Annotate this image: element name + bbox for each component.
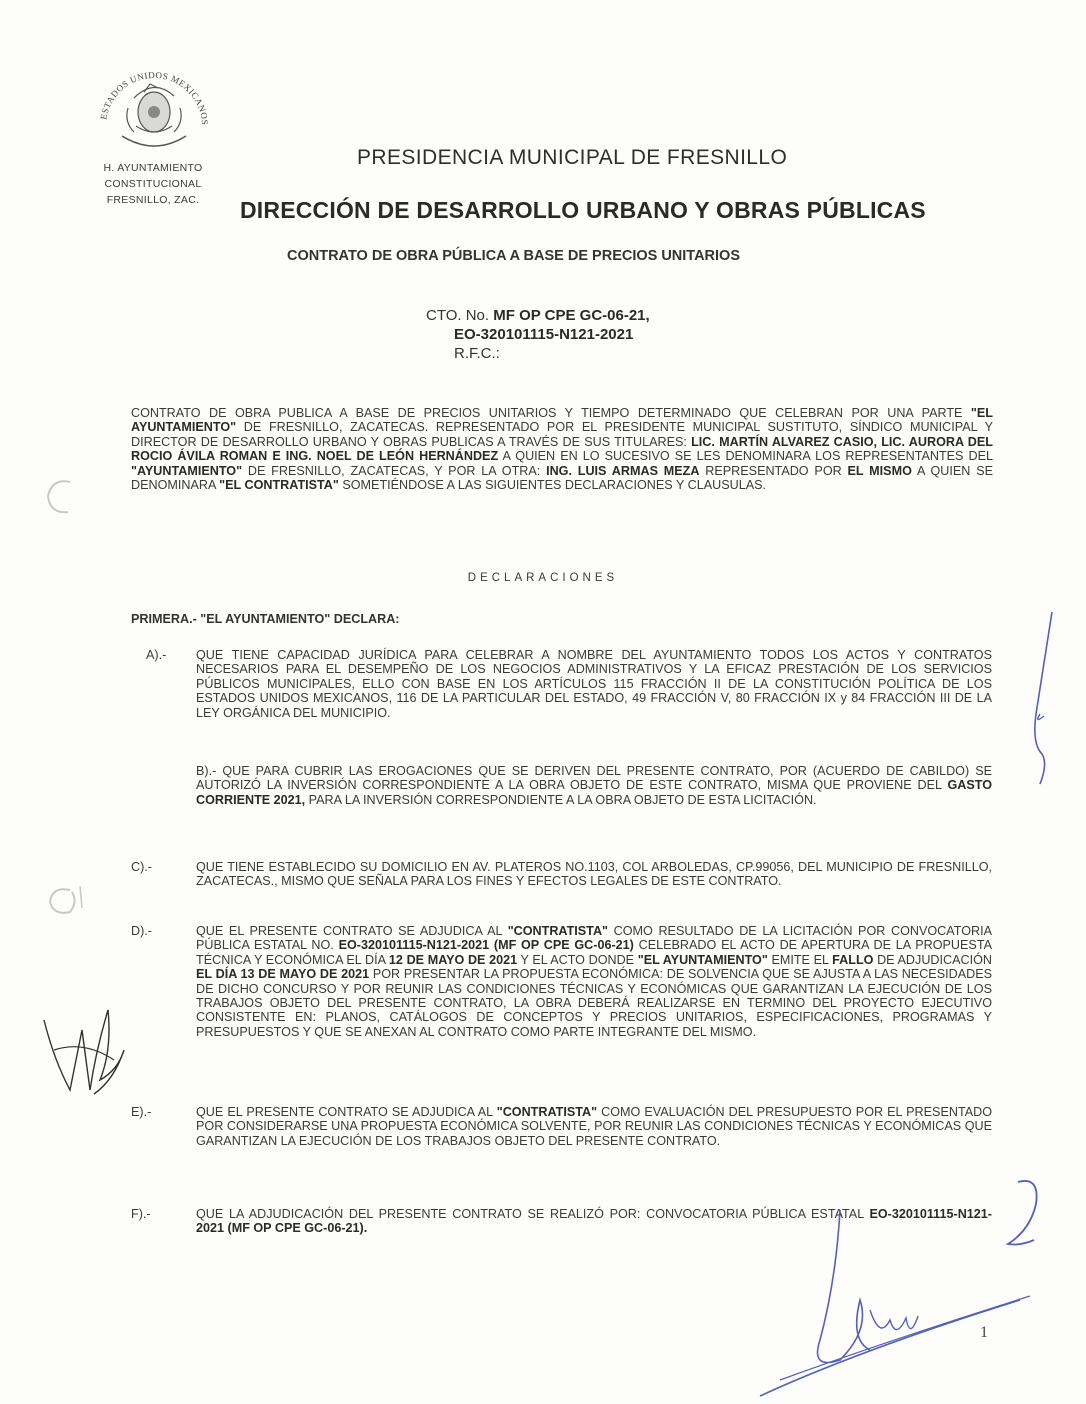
item-f-label: F).- — [131, 1207, 151, 1221]
signature-mark-right-top — [1014, 604, 1070, 794]
cto-number: MF OP CPE GC-06-21, — [493, 307, 650, 324]
item-e-label: E).- — [131, 1105, 152, 1119]
item-e-text: QUE EL PRESENTE CONTRATO SE ADJUDICA AL "CONTRATISTA" COMO EVALUACIÓN DEL PRESUPUESTO POR EL PRESENTADO POR CONSIDERARSE UNA PROPUESTA ECONÓMICA SOLVENTE, POR REUNIR LAS CONDICIONES TÉCNICAS Y ECONÓMICAS QUE GARANTIZAN LA EJECUCIÓN DE LOS TRABAJOS OBJETO DEL PRESENTE CONTRATO. — [196, 1105, 992, 1148]
signature-left — [34, 990, 134, 1110]
item-c-text: QUE TIENE ESTABLECIDO SU DOMICILIO EN AV. PLATEROS NO.1103, COL ARBOLEDAS, CP.99056, DEL MUNICIPIO DE FRESNILLO, ZACATECAS., MISMO QUE SEÑALA PARA LOS FINES Y EFECTOS LEGALES DE ESTE CONTRATO. — [196, 860, 992, 889]
declarations-heading: DECLARACIONES — [467, 572, 619, 584]
contract-type-heading: CONTRATO DE OBRA PÚBLICA A BASE DE PRECIOS UNITARIOS — [287, 248, 741, 264]
item-d-text: QUE EL PRESENTE CONTRATO SE ADJUDICA AL "CONTRATISTA" COMO RESULTADO DE LA LICITACIÓN POR CONVOCATORIA PÚBLICA ESTATAL NO. EO-320101115-N121-2021 (MF OP CPE GC-06-21) CELEBRADO EL ACTO DE APERTURA DE LA PROPUESTA TÉCNICA Y ECONÓMICA EL DÍA 12 DE MAYO DE 2021 Y EL ACTO DONDE "EL AYUNTAMIENTO" EMITE EL FALLO DE ADJUDICACIÓN EL DÍA 13 DE MAYO DE 2021 POR PRESENTAR LA PROPUESTA ECONÓMICA: DE SOLVENCIA QUE SE AJUSTA A LAS NECESIDADES DE DICHO CONCURSO Y POR REUNIR LAS CONDICIONES TÉCNICAS Y ECONÓMICAS QUE GARANTIZAN LA EJECUCIÓN DE LOS TRABAJOS OBJETO DEL PRESENTE CONTRATO, LA OBRA DEBERÁ REALIZARSE EN TERMINO DEL PROYECTO EJECUTIVO CONSISTENTE EN: PLANOS, CATÁLOGOS DE CONCEPTOS Y PRECIOS UNITARIOS, ESPECIFICACIONES, PROGRAMAS Y PRESUPUESTOS Y QUE SE ANEXAN AL CONTRATO COMO PARTE INTEGRANTE DEL MISMO. — [196, 924, 992, 1039]
department-heading: DIRECCIÓN DE DESARROLLO URBANO Y OBRAS PÚBLICAS — [240, 197, 926, 223]
intro-paragraph: CONTRATO DE OBRA PUBLICA A BASE DE PRECIOS UNITARIOS Y TIEMPO DETERMINADO QUE CELEBRAN POR UNA PARTE "EL AYUNTAMIENTO" DE FRESNILLO, ZACATECAS. REPRESENTADO POR EL PRESIDENTE MUNICIPAL SUSTITUTO, SÍNDICO MUNICIPAL Y DIRECTOR DE DESARROLLO URBANO Y OBRAS PUBLICAS A TRAVÉS DE SUS TITULARES: LIC. MARTÍN ALVAREZ CASIO, LIC. AURORA DEL ROCIO ÁVILA ROMAN E ING. NOEL DE LEÓN HERNÁNDEZ A QUIEN EN LO SUCESIVO SE LES DENOMINARA LOS REPRESENTANTES DEL "AYUNTAMIENTO" DE FRESNILLO, ZACATECAS, Y POR LA OTRA: ING. LUIS ARMAS MEZA REPRESENTADO POR EL MISMO A QUIEN SE DENOMINARA "EL CONTRATISTA" SOMETIÉNDOSE A LAS SIGUIENTES DECLARACIONES Y CLAUSULAS. — [131, 406, 993, 493]
cto-code: EO-320101115-N121-2021 — [454, 326, 634, 343]
org-line-2: CONSTITUCIONAL — [104, 178, 202, 190]
signature-mark-right-bottom — [1000, 1174, 1056, 1264]
coat-of-arms-seal — [84, 48, 220, 158]
item-c-label: C).- — [131, 860, 152, 874]
punch-hole-mark-top — [40, 474, 80, 520]
contract-number-block — [426, 306, 650, 363]
item-b-text: B).- QUE PARA CUBRIR LAS EROGACIONES QUE SE DERIVEN DEL PRESENTE CONTRATO, POR (ACUERDO DE CABILDO) SE AUTORIZÓ LA INVERSIÓN CORRESPONDIENTE A LA OBRA OBJETO DE ESTE CONTRATO, MISMA QUE PROVIENE DEL GASTO CORRIENTE 2021, PARA LA INVERSIÓN CORRESPONDIENTE A LA OBRA OBJETO DE ESTA LICITACIÓN. — [196, 764, 992, 807]
item-f-text: QUE LA ADJUDICACIÓN DEL PRESENTE CONTRATO SE REALIZÓ POR: CONVOCATORIA PÚBLICA ESTATAL EO-320101115-N121-2021 (MF OP CPE GC-06-21). — [196, 1207, 992, 1236]
page-number: 1 — [980, 1324, 988, 1341]
item-a-text: QUE TIENE CAPACIDAD JURÍDICA PARA CELEBRAR A NOMBRE DEL AYUNTAMIENTO TODOS LOS ACTOS Y CONTRATOS NECESARIOS PARA EL DESEMPEÑO DE LOS NEGOCIOS ADMINISTRATIVOS Y LA EFICAZ PRESTACIÓN DE LOS SERVICIOS PÚBLICOS MUNICIPALES, ELLO CON BASE EN LOS ARTÍCULOS 115 FRACCIÓN II DE LA CONSTITUCIÓN POLÍTICA DE LOS ESTADOS UNIDOS MEXICANOS, 116 DE LA PARTICULAR DEL ESTADO, 49 FRACCIÓN V, 80 FRACCIÓN IX y 84 FRACCIÓN III DE LA LEY ORGÁNICA DEL MUNICIPIO. — [196, 648, 992, 720]
org-line-1: H. AYUNTAMIENTO — [103, 162, 203, 174]
primera-heading: PRIMERA.- "EL AYUNTAMIENTO" DECLARA: — [131, 612, 400, 626]
item-b-label: B).- — [196, 764, 217, 778]
page-title: PRESIDENCIA MUNICIPAL DE FRESNILLO — [357, 146, 788, 169]
org-line-3: FRESNILLO, ZAC. — [106, 194, 200, 206]
punch-hole-mark-bottom — [40, 880, 90, 926]
item-d-label: D).- — [131, 924, 152, 938]
seal-legend: ESTADOS UNIDOS MEXICANOS — [98, 69, 211, 126]
item-a-label: A).- — [146, 648, 167, 662]
organization-block — [78, 160, 228, 208]
cto-label: CTO. No. — [426, 307, 490, 324]
rfc-label: R.F.C.: — [454, 345, 500, 362]
